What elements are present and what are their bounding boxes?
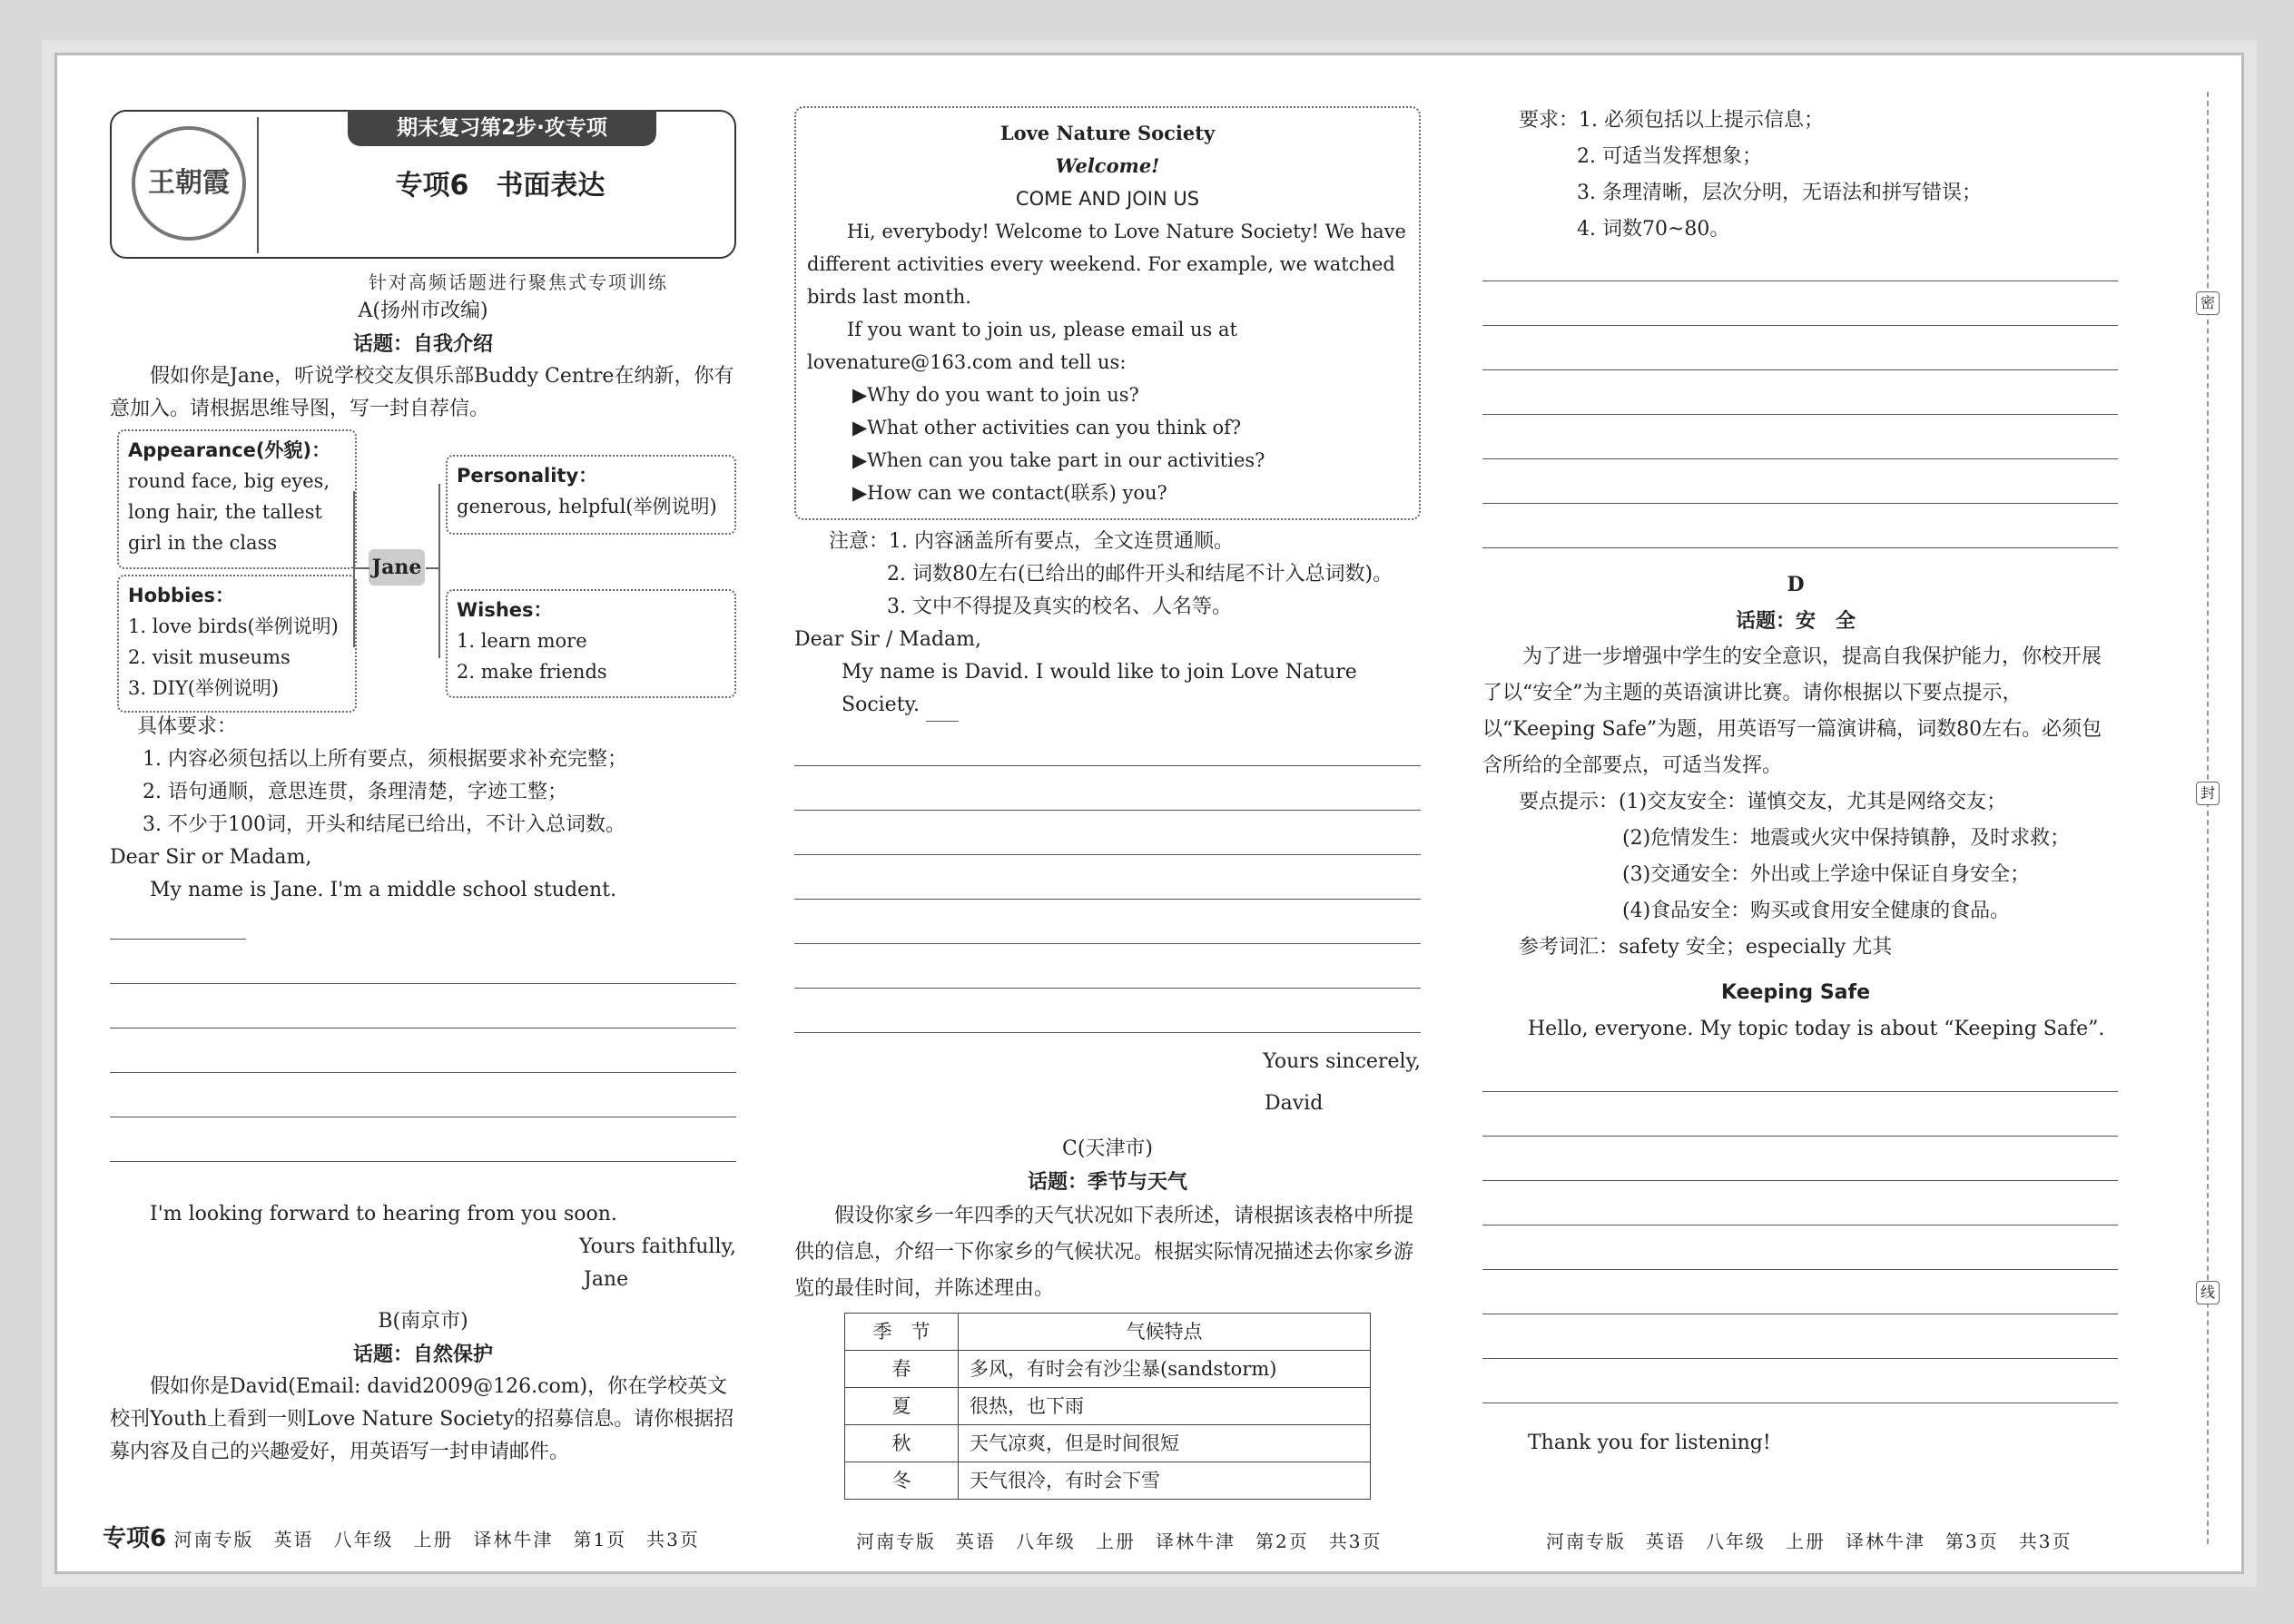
column-1 [110, 110, 736, 1469]
point-item: (4)食品安全：购买或食用安全健康的食品。 [1622, 900, 2011, 922]
section-d-intro: 为了进一步增强中学生的安全意识，提高自我保护能力，你校开展了以“安全”为主题的英语演讲比赛。请你根据以下要点提示，以“Keeping Safe”为题，用英语写一篇演讲稿，词数80左右。必须包含所给的全部要点，可适当发挥。 [1482, 645, 2102, 777]
climate-cell: 很热，也下雨 [959, 1388, 1371, 1425]
wishes-title: Wishes： [457, 599, 553, 621]
section-d-points [1482, 784, 2109, 966]
letter-opening-line [110, 874, 736, 940]
appearance-title: Appearance(外貌)： [128, 439, 331, 461]
letter-closing: I'm looking forward to hearing from you soon. [150, 1203, 617, 1225]
letter-opening: My name is Jane. I'm a middle school student. [150, 879, 617, 901]
section-a-requirements [110, 711, 736, 842]
email-opening: My name is David. I would like to join Love Nature Society. [842, 661, 1357, 716]
climate-cell: 天气很冷，有时会下雪 [959, 1462, 1371, 1500]
appearance-text: round face, big eyes, long hair, the tallest girl in the class [128, 470, 330, 554]
notice-paragraph-1: Hi, everybody! Welcome to Love Nature Society! We have different activities every weekend. For example, we watched birds last month. [807, 221, 1406, 308]
notice-question: ▶Why do you want to join us? [852, 384, 1139, 406]
table-header: 气候特点 [959, 1314, 1371, 1351]
requirement-item: 4. 词数70~80。 [1577, 218, 1730, 241]
climate-table [844, 1313, 1371, 1500]
notice-question: ▶How can we contact(联系) you? [852, 482, 1167, 504]
answer-lines[interactable] [1482, 248, 2118, 548]
table-header: 季 节 [845, 1314, 959, 1351]
footer-page-2: 河南专版 英语 八年级 上册 译林牛津 第2页 共3页 [856, 1530, 1383, 1552]
column-3 [1482, 103, 2109, 1462]
section-a-topic: 话题：自我介绍 [352, 332, 493, 356]
requirements-title: 具体要求： [137, 715, 238, 738]
letter-salutation: Dear Sir or Madam, [110, 846, 312, 869]
section-a-intro: 假如你是Jane，听说学校交友俱乐部Buddy Centre在纳新，你有意加入。请根据思维导图，写一封自荐信。 [110, 365, 734, 420]
section-d-label: D [1787, 573, 1805, 596]
table-row [845, 1351, 1371, 1388]
section-c-requirements [1482, 103, 2109, 248]
recruitment-notice [794, 106, 1421, 520]
point-item: (3)交通安全：外出或上学途中保证自身安全； [1622, 863, 2031, 886]
email-opening-line [794, 656, 1421, 722]
footer-page-1 [103, 1520, 700, 1553]
requirement-item: 3. 条理清晰，层次分明，无语法和拼写错误； [1577, 182, 1982, 204]
worksheet-page [54, 53, 2244, 1574]
table-row [845, 1425, 1371, 1462]
section-c-label: C(天津市) [1062, 1137, 1153, 1160]
essay-opening: Hello, everyone. My topic today is about “Keeping Safe”. [1528, 1018, 2105, 1040]
notice-title: Love Nature Society [999, 122, 1216, 144]
answer-blank[interactable] [110, 917, 246, 940]
requirement-item: 1. 内容必须包括以上所有要点，须根据要求补充完整； [143, 748, 627, 771]
notice-paragraph-2: If you want to join us, please email us at lovenature@163.com and tell us: [807, 319, 1237, 373]
notice-question: ▶When can you take part in our activities? [852, 449, 1265, 471]
answer-lines[interactable] [110, 940, 736, 1162]
logo-seal-icon: 王朝霞 [132, 126, 246, 241]
notice-question: ▶What other activities can you think of? [852, 417, 1242, 438]
section-a-label: A(扬州市改编) [358, 300, 488, 322]
notice-welcome: Welcome! [1055, 154, 1160, 177]
answer-blank[interactable] [926, 699, 959, 722]
personality-box [446, 455, 736, 535]
wish-item: 2. make friends [457, 661, 607, 683]
publisher-logo [121, 117, 259, 253]
table-row [845, 1462, 1371, 1500]
essay-closing: Thank you for listening! [1528, 1432, 1771, 1454]
note-item: 注意：1. 内容涵盖所有要点，全文连贯通顺。 [829, 530, 1234, 553]
section-b-topic: 话题：自然保护 [352, 1343, 493, 1366]
requirement-item: 要求：1. 必须包括以上提示信息； [1519, 109, 1824, 132]
letter-signer: Jane [584, 1268, 629, 1291]
season-cell: 冬 [845, 1462, 959, 1500]
hobbies-title: Hobbies： [128, 585, 235, 606]
season-cell: 秋 [845, 1425, 959, 1462]
footer-text: 河南专版 英语 八年级 上册 译林牛津 第1页 共3页 [173, 1529, 700, 1550]
point-item: 要点提示：(1)交友安全：谨慎交友，尤其是网络交友； [1519, 791, 2007, 813]
connector-line [353, 491, 355, 647]
requirement-item: 2. 可适当发挥想象； [1577, 145, 1762, 168]
point-item: (2)危情发生：地震或火灾中保持镇静，及时求救； [1622, 827, 2071, 850]
climate-cell: 多风，有时会有沙尘暴(sandstorm) [959, 1351, 1371, 1388]
wishes-box [446, 589, 736, 698]
requirement-item: 3. 不少于100词，开头和结尾已给出，不计入总词数。 [143, 813, 625, 836]
footer-section-label: 专项6 [103, 1525, 167, 1552]
connector-line [353, 567, 369, 569]
section-c-intro: 假设你家乡一年四季的天气状况如下表所述，请根据该表格中所提供的信息，介绍一下你家乡的气候状况。根据实际情况描述去你家乡游览的最佳时间，并陈述理由。 [794, 1205, 1414, 1300]
page-header [110, 110, 736, 293]
climate-cell: 天气凉爽，但是时间很短 [959, 1425, 1371, 1462]
note-item: 3. 文中不得提及真实的校名、人名等。 [887, 595, 1232, 618]
mind-map [110, 429, 736, 711]
seal-mark: 线 [2196, 1281, 2220, 1304]
note-item: 2. 词数80左右(已给出的邮件开头和结尾不计入总词数)。 [887, 563, 1393, 586]
section-b-label: B(南京市) [378, 1310, 468, 1333]
mind-map-center: Jane [369, 549, 425, 586]
seal-mark: 封 [2196, 782, 2220, 805]
personality-text: generous, helpful(举例说明) [457, 496, 717, 517]
hobby-item: 2. visit museums [128, 646, 290, 668]
hobby-item: 1. love birds(举例说明) [128, 615, 339, 637]
wish-item: 1. learn more [457, 630, 587, 652]
connector-line [438, 484, 440, 658]
section-c-topic: 话题：季节与天气 [1027, 1170, 1187, 1194]
section-b-intro: 假如你是David(Email: david2009@126.com)，你在学校英文校刊Youth上看到一则Love Nature Society的招募信息。请你根据招募内容及自己的兴趣爱好，用英语写一封申请邮件。 [110, 1375, 734, 1463]
footer-page-3: 河南专版 英语 八年级 上册 译林牛津 第3页 共3页 [1546, 1530, 2072, 1552]
seal-mark: 密 [2196, 291, 2220, 315]
answer-lines[interactable] [1482, 1048, 2118, 1403]
page-subtitle: 针对高频话题进行聚焦式专项训练 [369, 271, 668, 293]
hobby-item: 3. DIY(举例说明) [128, 677, 280, 699]
essay-title: Keeping Safe [1720, 981, 1871, 1004]
requirement-item: 2. 语句通顺，意思连贯，条理清楚，字迹工整； [143, 781, 567, 803]
season-cell: 春 [845, 1351, 959, 1388]
hobbies-box [117, 575, 357, 713]
appearance-box [117, 429, 357, 569]
email-salutation: Dear Sir / Madam, [794, 628, 982, 651]
table-header-row [845, 1314, 1371, 1351]
review-step-badge: 期末复习第2步·攻专项 [348, 110, 656, 146]
personality-title: Personality： [457, 465, 598, 487]
table-row [845, 1388, 1371, 1425]
answer-lines[interactable] [794, 722, 1421, 1033]
season-cell: 夏 [845, 1388, 959, 1425]
column-2 [794, 106, 1421, 1500]
email-signoff: Yours sincerely, [1263, 1050, 1421, 1073]
section-d-topic: 话题：安 全 [1735, 609, 1856, 633]
reference-vocab: 参考词汇：safety 安全；especially 尤其 [1519, 936, 1893, 959]
letter-signoff: Yours faithfully, [578, 1235, 736, 1258]
email-signer: David [1265, 1092, 1324, 1115]
page-title: 专项6 书面表达 [395, 170, 605, 202]
section-b-notes [794, 526, 1421, 624]
notice-join: COME AND JOIN US [1015, 188, 1200, 210]
